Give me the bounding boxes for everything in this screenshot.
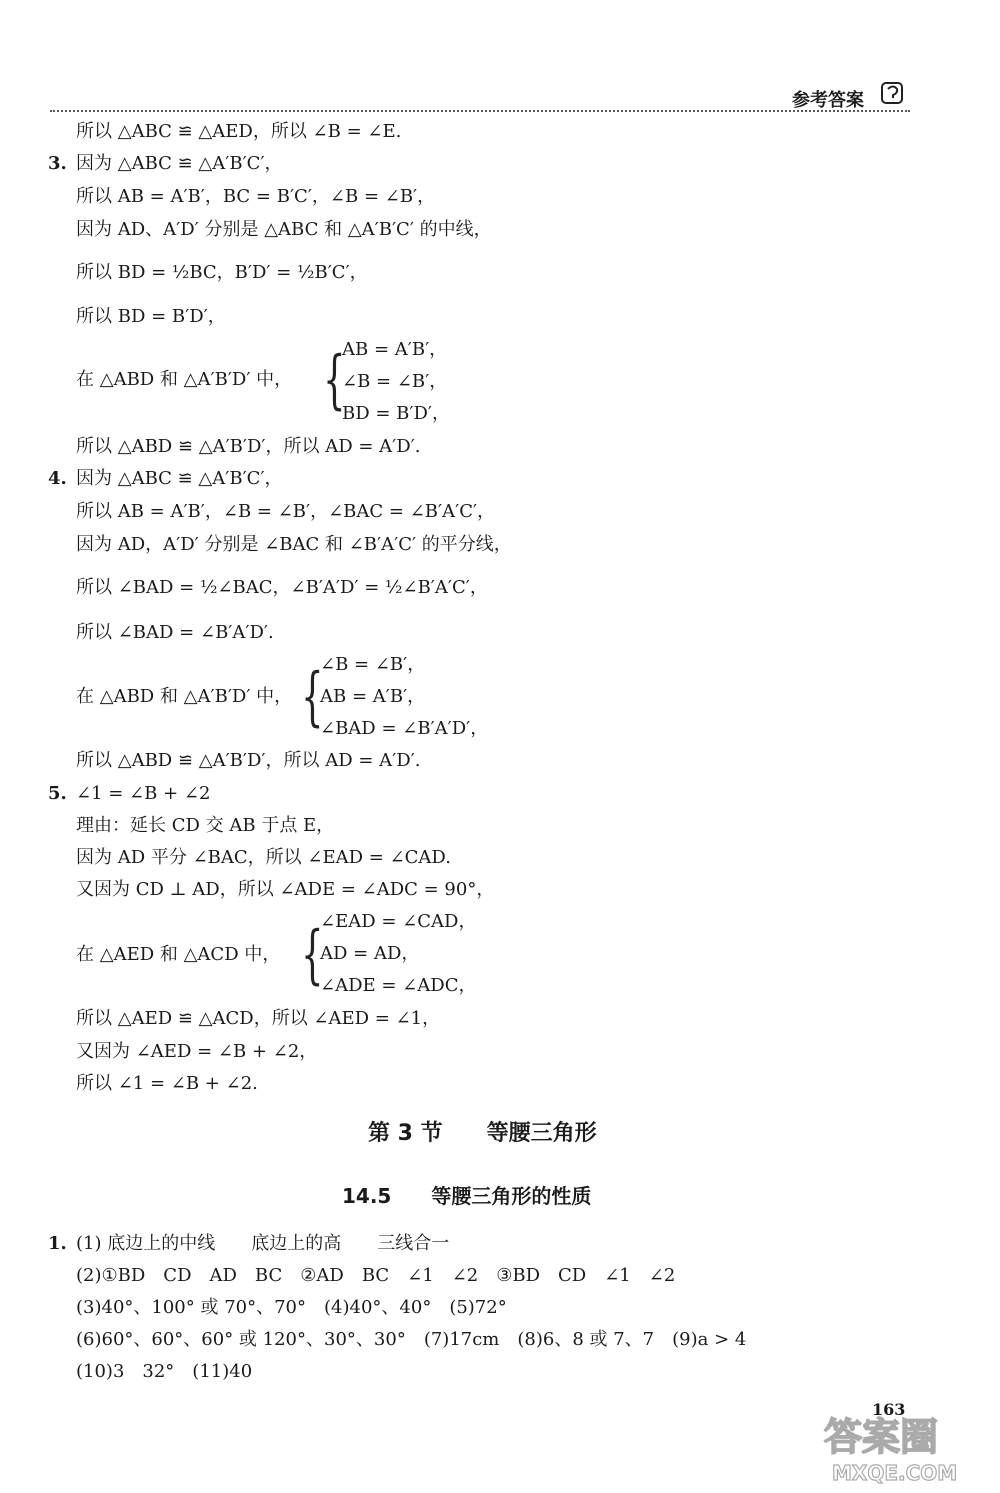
text-line: 所以 AB = A′B′，BC = B′C′，∠B = ∠B′， <box>76 186 436 207</box>
item-number: 1. <box>48 1233 67 1254</box>
text-line: 所以 ∠BAD = ½∠BAC，∠B′A′D′ = ½∠B′A′C′， <box>76 577 488 598</box>
left-brace: { <box>301 660 324 734</box>
text-line: 在 △AED 和 △ACD 中， <box>76 944 281 965</box>
header-title: 参考答案 <box>792 90 864 111</box>
text-line: 又因为 ∠AED = ∠B + ∠2， <box>76 1041 318 1062</box>
text-line: (6)60°、60°、60° 或 120°、30°、30° (7)17cm (8)6、8 或 7、7 (9)a > 4 <box>76 1329 747 1350</box>
page-number: 163 <box>872 1400 906 1419</box>
left-brace: { <box>301 918 324 992</box>
text-line: 因为 AD 平分 ∠BAC，所以 ∠EAD = ∠CAD. <box>76 847 451 868</box>
text-line: 所以 △ABD ≌ △A′B′D′，所以 AD = A′D′. <box>76 750 421 771</box>
text-line: ∠1 = ∠B + ∠2 <box>76 783 211 804</box>
text-line: (10)3 32° (11)40 <box>76 1361 253 1382</box>
text-line: 又因为 CD ⊥ AD，所以 ∠ADE = ∠ADC = 90°， <box>76 879 495 900</box>
case-line: ∠B = ∠B′， <box>320 654 426 675</box>
case-line: AD = AD， <box>320 943 420 964</box>
section-title: 第 3 节 等腰三角形 <box>368 1121 597 1146</box>
case-line: ∠BAD = ∠B′A′D′， <box>320 718 489 739</box>
text-line: 因为 AD、A′D′ 分别是 △ABC 和 △A′B′C′ 的中线， <box>76 219 492 240</box>
text-line: 理由：延长 CD 交 AB 于点 E， <box>76 815 335 836</box>
text-line: 在 △ABD 和 △A′B′D′ 中， <box>76 369 293 390</box>
text-line: (2)①BD CD AD BC ②AD BC ∠1 ∠2 ③BD CD ∠1 ∠2 <box>76 1265 676 1286</box>
watermark-logo <box>812 1402 992 1486</box>
watermark-text-cn: 答案圈 <box>824 1415 939 1459</box>
item-number: 4. <box>48 468 67 489</box>
text-line: 所以 △ABC ≌ △AED，所以 ∠B = ∠E. <box>76 121 402 142</box>
text-line: 在 △ABD 和 △A′B′D′ 中， <box>76 686 293 707</box>
item-number: 5. <box>48 783 67 804</box>
text-line: 所以 △AED ≌ △ACD，所以 ∠AED = ∠1， <box>76 1008 441 1029</box>
case-line: ∠B = ∠B′， <box>342 371 448 392</box>
case-line: ∠ADE = ∠ADC， <box>320 975 477 996</box>
case-line: AB = A′B′， <box>342 339 448 360</box>
text-line: 所以 ∠BAD = ∠B′A′D′. <box>76 622 274 643</box>
text-line: 所以 ∠1 = ∠B + ∠2. <box>76 1073 258 1094</box>
text-line: 因为 AD，A′D′ 分别是 ∠BAC 和 ∠B′A′C′ 的平分线， <box>76 534 512 555</box>
text-line: 因为 △ABC ≌ △A′B′C′， <box>76 468 283 489</box>
text-line: 所以 △ABD ≌ △A′B′D′，所以 AD = A′D′. <box>76 436 421 457</box>
left-brace: { <box>323 343 346 417</box>
watermark-text-url: MXQE.COM <box>832 1461 958 1485</box>
text-line: (3)40°、100° 或 70°、70° (4)40°、40° (5)72° <box>76 1297 507 1318</box>
text-line: 所以 BD = B′D′， <box>76 306 226 327</box>
item-number: 3. <box>48 153 67 174</box>
text-line: 所以 AB = A′B′，∠B = ∠B′，∠BAC = ∠B′A′C′， <box>76 501 496 522</box>
text-line: 所以 BD = ½BC，B′D′ = ½B′C′， <box>76 262 368 283</box>
answer-icon <box>880 80 906 106</box>
subsection-title: 14.5 等腰三角形的性质 <box>342 1184 592 1208</box>
case-line: ∠EAD = ∠CAD， <box>320 911 477 932</box>
case-line: AB = A′B′， <box>320 686 426 707</box>
case-line: BD = B′D′， <box>342 403 451 424</box>
text-line: (1) 底边上的中线 底边上的高 三线合一 <box>76 1233 450 1254</box>
header-rule <box>50 110 910 112</box>
text-line: 因为 △ABC ≌ △A′B′C′， <box>76 153 283 174</box>
